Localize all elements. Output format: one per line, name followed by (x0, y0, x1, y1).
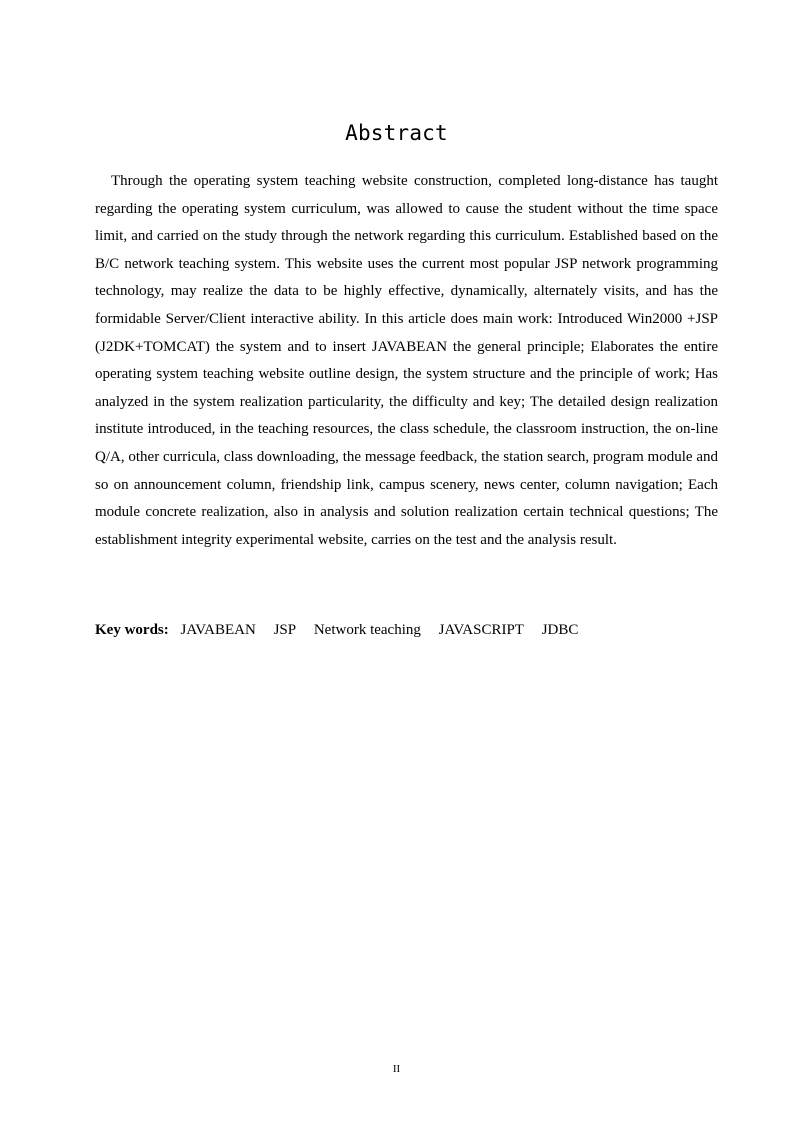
keyword-item: JAVABEAN (180, 622, 256, 638)
keyword-item: Network teaching (313, 622, 421, 638)
abstract-paragraph: Through the operating system teaching website construction, completed long-distance has taught regarding the operating system curriculum, was allowed to cause the student without the time space limit, and carried on the study through the network regarding this curriculum. Established based on the B/C network teaching system. This website uses the current most popular JSP network programming technology, may realize the data to be highly effective, dynamically, alternately visits, and has the formidable Server/Client interactive ability. In this article does main work: Introduced Win2000 +JSP (J2DK+TOMCAT) the system and to insert JAVABEAN the general principle; Elaborates the entire operating system teaching website outline design, the system structure and the principle of work; Has analyzed in the system realization particularity, the difficulty and key; The detailed design realization institute introduced, in the teaching resources, the class schedule, the classroom instruction, the on-line Q/A, other curricula, class downloading, the message feedback, the station search, program module and so on announcement column, friendship link, campus scenery, news center, column navigation; Each module concrete realization, also in analysis and solution realization certain technical questions; The establishment integrity experimental website, carries on the test and the analysis result. (95, 173, 718, 548)
keyword-item: JAVASCRIPT (438, 622, 524, 638)
keywords-line (95, 617, 718, 645)
keywords-label: Key words: (95, 622, 169, 638)
keyword-item: JDBC (541, 622, 579, 638)
page-number: II (392, 1063, 401, 1075)
page-title: Abstract (345, 121, 448, 145)
keyword-item: JSP (273, 622, 297, 638)
